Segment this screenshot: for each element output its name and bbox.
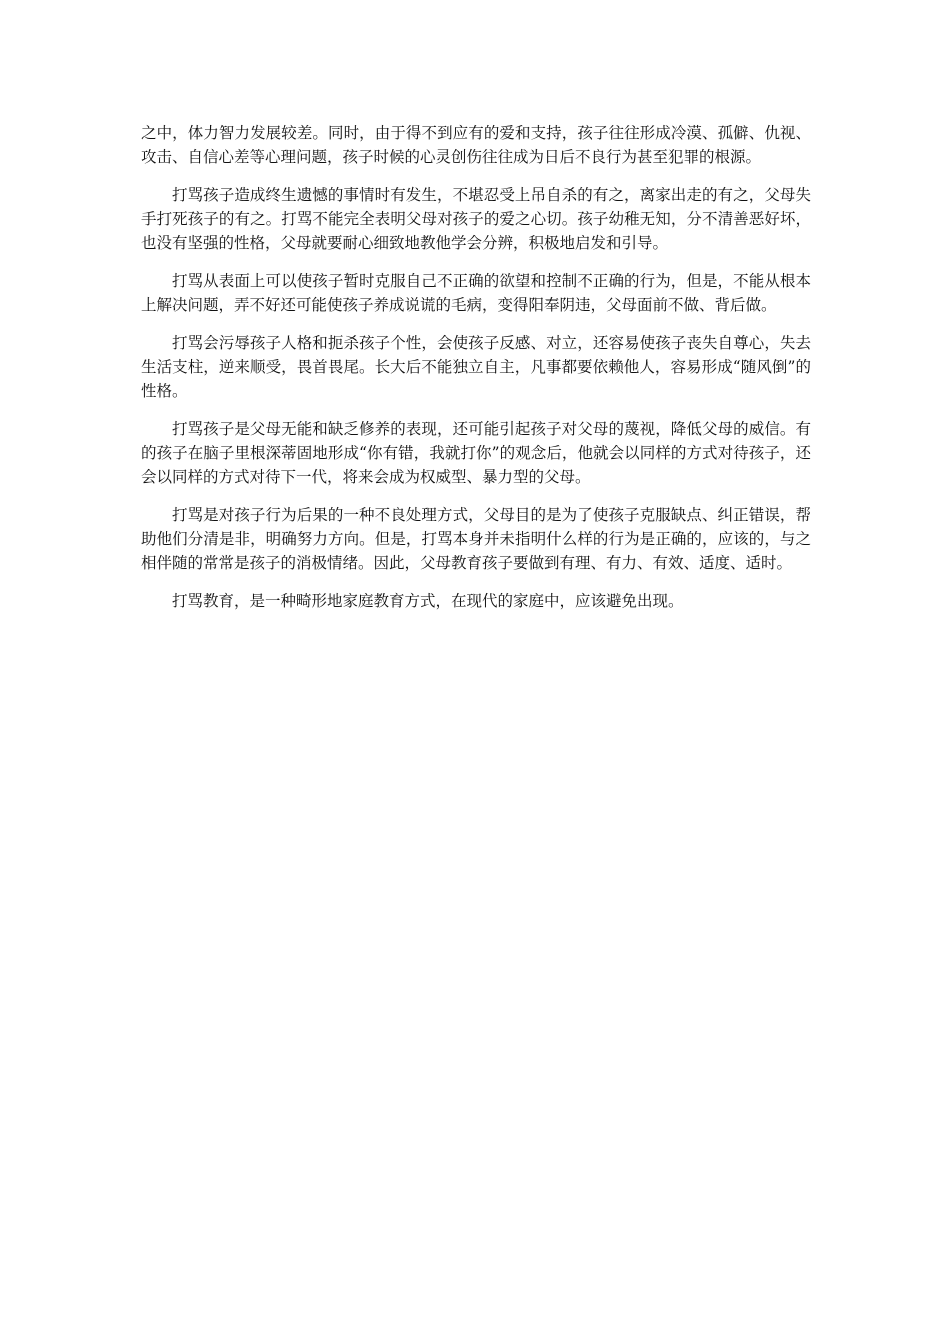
document-body [141,121,811,627]
paragraph-5: 打骂孩子是父母无能和缺乏修养的表现，还可能引起孩子对父母的蔑视，降低父母的威信。有的孩子在脑子里根深蒂固地形成“你有错，我就打你”的观念后，他就会以同样的方式对待孩子，还会以同样的方式对待下一代，将来会成为权威型、暴力型的父母。 [141,420,811,486]
paragraph-2: 打骂孩子造成终生遗憾的事情时有发生，不堪忍受上吊自杀的有之，离家出走的有之，父母失手打死孩子的有之。打骂不能完全表明父母对孩子的爱之心切。孩子幼稚无知，分不清善恶好坏，也没有坚强的性格，父母就要耐心细致地教他学会分辨，积极地启发和引导。 [141,186,811,252]
paragraph-7: 打骂教育，是一种畸形地家庭教育方式，在现代的家庭中，应该避免出现。 [172,592,684,610]
paragraph-6: 打骂是对孩子行为后果的一种不良处理方式，父母目的是为了使孩子克服缺点、纠正错误，帮助他们分清是非，明确努力方向。但是，打骂本身并未指明什么样的行为是正确的，应该的，与之相伴随的常常是孩子的消极情绪。因此，父母教育孩子要做到有理、有力、有效、适度、适时。 [141,506,811,572]
paragraph-1: 之中，体力智力发展较差。同时，由于得不到应有的爱和支持，孩子往往形成冷漠、孤僻、仇视、攻击、自信心差等心理问题，孩子时候的心灵创伤往往成为日后不良行为甚至犯罪的根源。 [141,124,811,166]
paragraph-3: 打骂从表面上可以使孩子暂时克服自己不正确的欲望和控制不正确的行为，但是，不能从根本上解决问题，弄不好还可能使孩子养成说谎的毛病，变得阳奉阴违，父母面前不做、背后做。 [141,272,811,314]
paragraph-4: 打骂会污辱孩子人格和扼杀孩子个性，会使孩子反感、对立，还容易使孩子丧失自尊心，失去生活支柱，逆来顺受，畏首畏尾。长大后不能独立自主，凡事都要依赖他人，容易形成“随风倒”的性格。 [141,334,811,400]
